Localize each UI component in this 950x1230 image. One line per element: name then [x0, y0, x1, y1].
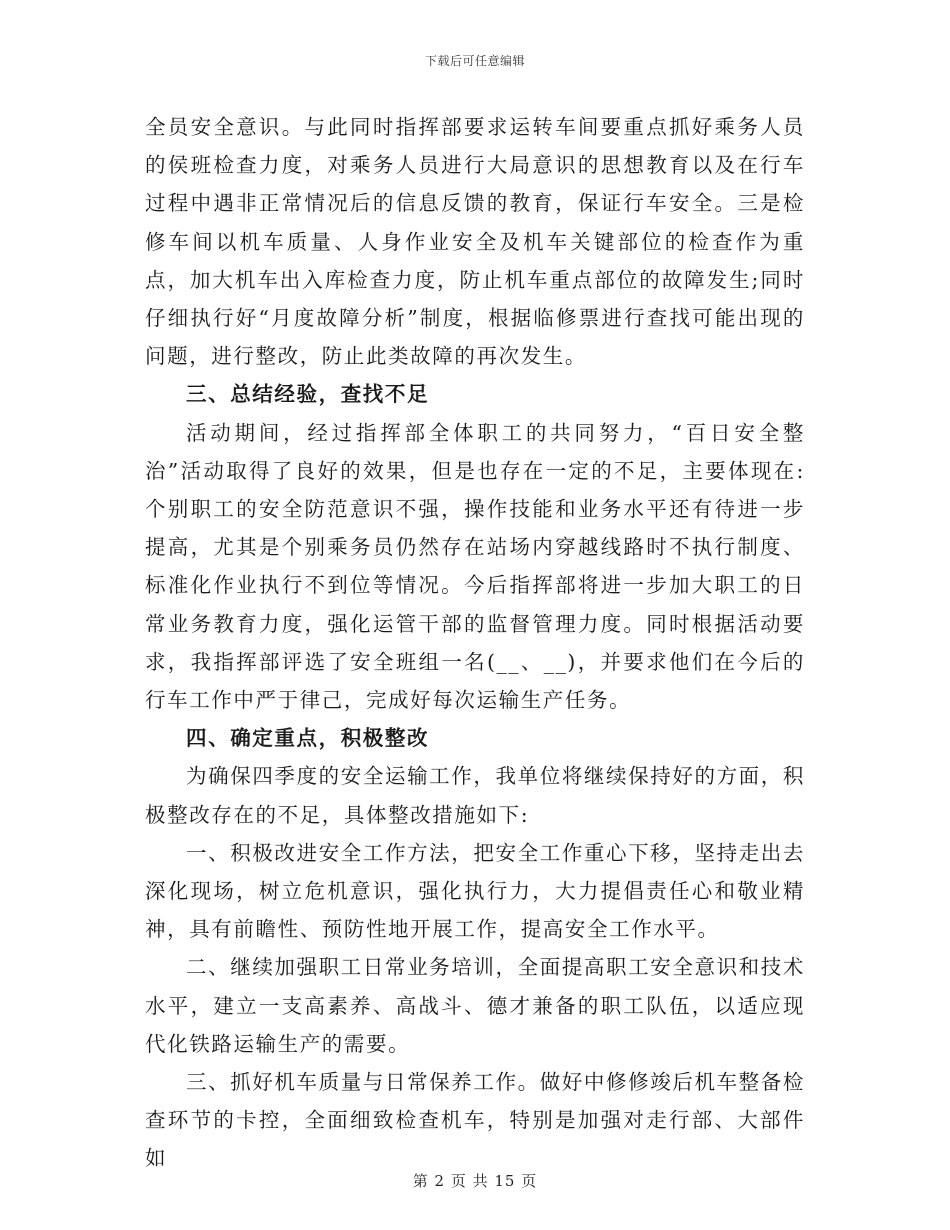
section-heading-focus: 四、确定重点，积极整改	[186, 726, 430, 751]
section-heading-summary: 三、总结经验，查找不足	[186, 382, 430, 407]
paragraph-measure-one: 一、积极改进安全工作方法，把安全工作重心下移，坚持走出去深化现场，树立危机意识，强化执行力，大力提倡责任心和敬业精神，具有前瞻性、预防性地开展工作，提高安全工作水平。	[145, 840, 805, 942]
document-body	[145, 108, 805, 1178]
paragraph-measure-two: 二、继续加强职工日常业务培训，全面提高职工安全意识和技术水平，建立一支高素养、高战斗、德才兼备的职工队伍，以适应现代化铁路运输生产的需要。	[145, 955, 805, 1056]
paragraph-rectification-intro: 为确保四季度的安全运输工作，我单位将继续保持好的方面，积极整改存在的不足，具体整改措施如下:	[145, 764, 805, 827]
paragraph-shortcomings: 活动期间，经过指挥部全体职工的共同努力，“百日安全整治”活动取得了良好的效果，但是也存在一定的不足，主要体现在:个别职工的安全防范意识不强，操作技能和业务水平还有待进一步提高，尤其是个别乘务员仍然存在站场内穿越线路时不执行制度、标准化作业执行不到位等情况。今后指挥部将进一步加大职工的日常业务教育力度，强化运管干部的监督管理力度。同时根据活动要求，我指挥部评选了安全班组一名(__、__)，并要求他们在今后的行车工作中严于律己，完成好每次运输生产任务。	[145, 420, 805, 713]
page-header-note: 下载后可任意编辑	[424, 54, 525, 68]
page-number: 第 2 页 共 15 页	[412, 1172, 538, 1190]
paragraph-measure-three: 三、抓好机车质量与日常保养工作。做好中修修竣后机车整备检查环节的卡控，全面细致检查机车，特别是加强对走行部、大部件如	[145, 1070, 805, 1171]
paragraph-safety-awareness: 全员安全意识。与此同时指挥部要求运转车间要重点抓好乘务人员的侯班检查力度，对乘务人员进行大局意识的思想教育以及在行车过程中遇非正常情况后的信息反馈的教育，保证行车安全。三是检修车间以机车质量、人身作业安全及机车关键部位的检查作为重点，加大机车出入库检查力度，防止机车重点部位的故障发生;同时仔细执行好“月度故障分析”制度，根据临修票进行查找可能出现的问题，进行整改，防止此类故障的再次发生。	[145, 115, 805, 369]
